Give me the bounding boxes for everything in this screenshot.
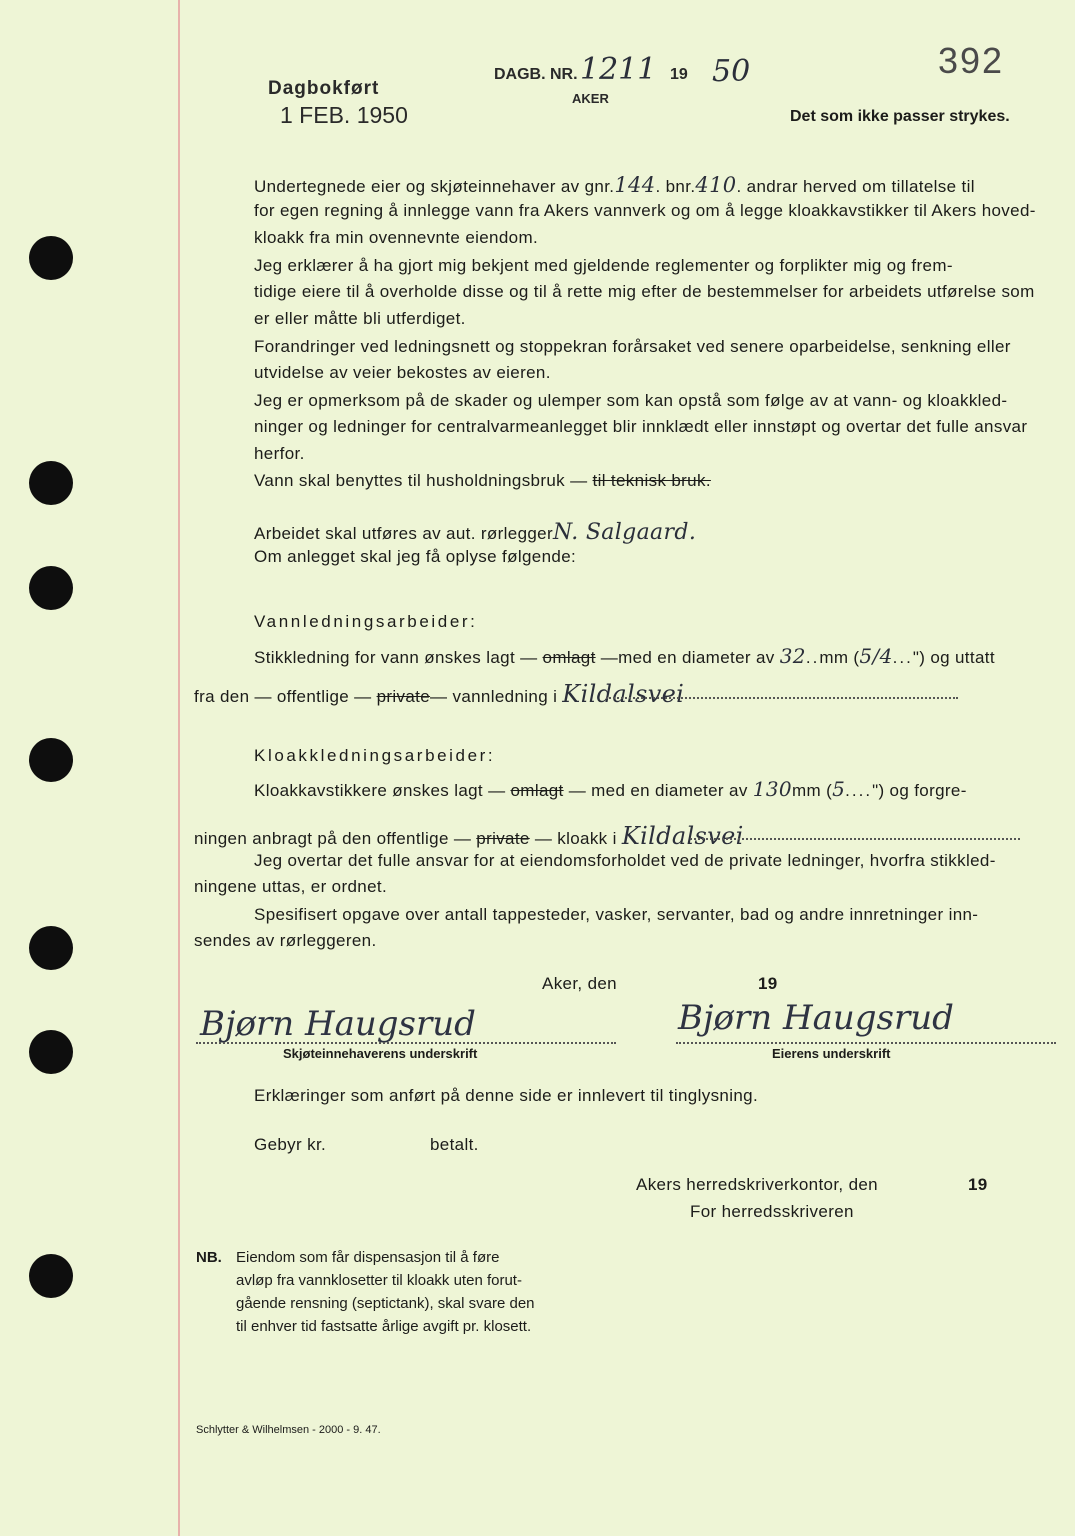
dagb-number: 1211	[580, 52, 657, 87]
sewer-para2-line-2: sendes av rørleggeren.	[194, 931, 377, 950]
info-line: Om anlegget skal jeg få oplyse følgende:	[254, 547, 577, 566]
water-text: ") og uttatt	[912, 648, 995, 667]
usage-line	[254, 471, 711, 491]
nb-line-1: Eiendom som får dispensasjon til å føre	[236, 1249, 500, 1266]
binder-hole	[29, 236, 73, 280]
dagb-label: DAGB. NR.	[494, 66, 578, 83]
intro-line-1	[254, 173, 975, 197]
water-text: Stikkledning for vann ønskes lagt —	[254, 648, 538, 667]
intro-text: . andrar herved om tillatelse til	[736, 177, 975, 196]
binder-hole	[29, 566, 73, 610]
usage-struck: til teknisk bruk.	[592, 471, 711, 490]
water-text: mm (	[819, 648, 860, 667]
intro-line-3: kloakk fra min ovennevnte eiendom.	[254, 228, 539, 247]
sewer-text: ") og forgre-	[872, 781, 967, 800]
office-label: Akers herredskriverkontor, den	[636, 1175, 878, 1194]
para2-line-3: er eller måtte bli utferdiget.	[254, 309, 466, 328]
sewer-diameter-in: 5	[832, 777, 846, 801]
margin-line	[178, 0, 180, 1536]
label-holder: Skjøteinnehaverens underskrift	[283, 1046, 478, 1061]
sewer-para1-line-2: ningene uttas, er ordnet.	[194, 877, 388, 896]
page-number: 392	[938, 40, 1005, 81]
nb-line-2: avløp fra vannklosetter til kloakk uten forut-	[236, 1272, 522, 1289]
water-line-2	[194, 680, 684, 708]
water-text: — vannledning i	[430, 687, 558, 706]
bnr-value: 410	[695, 173, 737, 197]
printer-imprint: Schlytter & Wilhelmsen - 2000 - 9. 47.	[196, 1424, 381, 1436]
water-street: Kildalsvei	[562, 680, 685, 708]
binder-hole	[29, 461, 73, 505]
fee-label: Gebyr kr.	[254, 1135, 327, 1154]
sewer-struck: omlagt	[510, 781, 564, 800]
sewer-street: Kildalsvei	[621, 822, 744, 850]
nb-label: NB.	[196, 1249, 222, 1266]
para3-line-1: Forandringer ved ledningsnett og stoppekran forårsaket ved senere oparbeidelse, senkning eller	[254, 337, 1011, 356]
water-struck: private	[376, 687, 431, 706]
office-sub: For herredsskriveren	[690, 1202, 854, 1221]
para2-line-2: tidige eiere til å overholde disse og til å rette mig efter de bestemmelser for arbeidets utførelse som	[254, 282, 1035, 301]
sewer-text: — kloakk i	[534, 829, 617, 848]
stamp-dagbokfort: Dagbokført	[268, 78, 380, 99]
office-year: 19	[968, 1175, 988, 1194]
sewer-text: mm (	[791, 781, 833, 800]
signature-holder: Bjørn Haugsrud	[200, 1004, 476, 1044]
stamp-date: 1 FEB. 1950	[280, 102, 408, 128]
water-diameter-in: 5/4	[859, 644, 893, 668]
sewer-text: ningen anbragt på den offentlige —	[194, 829, 472, 848]
plumber-name: N. Salgaard.	[553, 520, 697, 545]
usage-label: Vann skal benyttes til husholdningsbruk —	[254, 471, 588, 490]
dagb-year-sep: 19	[670, 66, 688, 83]
signature-owner-line	[676, 1042, 1056, 1044]
strike-note: Det som ikke passer strykes.	[790, 108, 1010, 125]
plumber-label: Arbeidet skal utføres av aut. rørlegger	[254, 524, 553, 543]
label-owner: Eierens underskrift	[772, 1046, 891, 1061]
water-struck: omlagt	[542, 648, 596, 667]
water-street-line	[606, 697, 958, 699]
para3-line-2: utvidelse av veier bekostes av eieren.	[254, 363, 551, 382]
binder-hole	[29, 1030, 73, 1074]
water-line-1: Stikkledning for vann ønskes lagt — omlagt —med en diameter av 32..mm (5/4...") og uttatt	[254, 644, 995, 668]
binder-hole	[29, 738, 73, 782]
sewer-para2-line-1: Spesifisert opgave over antall tappesteder, vasker, servanter, bad og andre innretninger inn-	[254, 905, 979, 924]
water-text: fra den — offentlige —	[194, 687, 372, 706]
binder-hole	[29, 926, 73, 970]
para4-line-1: Jeg er opmerksom på de skader og ulemper som kan opstå som følge av at vann- og kloakkled-	[254, 391, 1008, 410]
water-diameter-mm: 32	[779, 644, 806, 668]
sewer-line-1: Kloakkavstikkere ønskes lagt — omlagt — med en diameter av 130mm (5....") og forgre-	[254, 777, 967, 801]
intro-text: Undertegnede eier og skjøteinnehaver av gnr.	[254, 177, 615, 196]
sewer-heading: Kloakkledningsarbeider:	[254, 746, 496, 765]
sewer-text: — med en diameter av	[568, 781, 748, 800]
para4-line-2: ninger og ledninger for centralvarmeanlegget blir innklædt eller innstøpt og overtar det fulle ansvar	[254, 417, 1028, 436]
place-date: Aker, den	[542, 974, 617, 993]
sewer-struck: private	[476, 829, 530, 848]
signature-holder-line	[196, 1042, 616, 1044]
declaration: Erklæringer som anført på denne side er innlevert til tinglysning.	[254, 1086, 759, 1105]
sewer-line-2	[194, 822, 744, 850]
plumber-line	[254, 520, 696, 545]
aker-label: AKER	[572, 91, 609, 106]
dagb-year: 50	[712, 54, 751, 89]
sewer-para1-line-1: Jeg overtar det fulle ansvar for at eiendomsforholdet ved de private ledninger, hvorfra stikkled-	[254, 851, 996, 870]
nb-line-3: gående rensning (septictank), skal svare den	[236, 1295, 535, 1312]
binder-hole	[29, 1254, 73, 1298]
bnr-label: . bnr.	[655, 177, 696, 196]
intro-line-2: for egen regning å innlegge vann fra Akers vannverk og om å legge kloakkavstikker til Akers hoved-	[254, 201, 1036, 220]
para2-line-1: Jeg erklærer å ha gjort mig bekjent med gjeldende reglementer og forplikter mig og frem-	[254, 256, 953, 275]
year-prefix: 19	[758, 974, 778, 993]
sewer-text: Kloakkavstikkere ønskes lagt —	[254, 781, 506, 800]
fee-paid: betalt.	[430, 1135, 479, 1154]
water-text: —med en diameter av	[600, 648, 775, 667]
para4-line-3: herfor.	[254, 444, 305, 463]
gnr-value: 144	[614, 173, 656, 197]
water-heading: Vannledningsarbeider:	[254, 612, 478, 631]
sewer-diameter-mm: 130	[752, 777, 792, 801]
signature-owner: Bjørn Haugsrud	[678, 998, 954, 1038]
nb-line-4: til enhver tid fastsatte årlige avgift pr. klosett.	[236, 1318, 532, 1335]
sewer-street-line	[690, 838, 1020, 840]
